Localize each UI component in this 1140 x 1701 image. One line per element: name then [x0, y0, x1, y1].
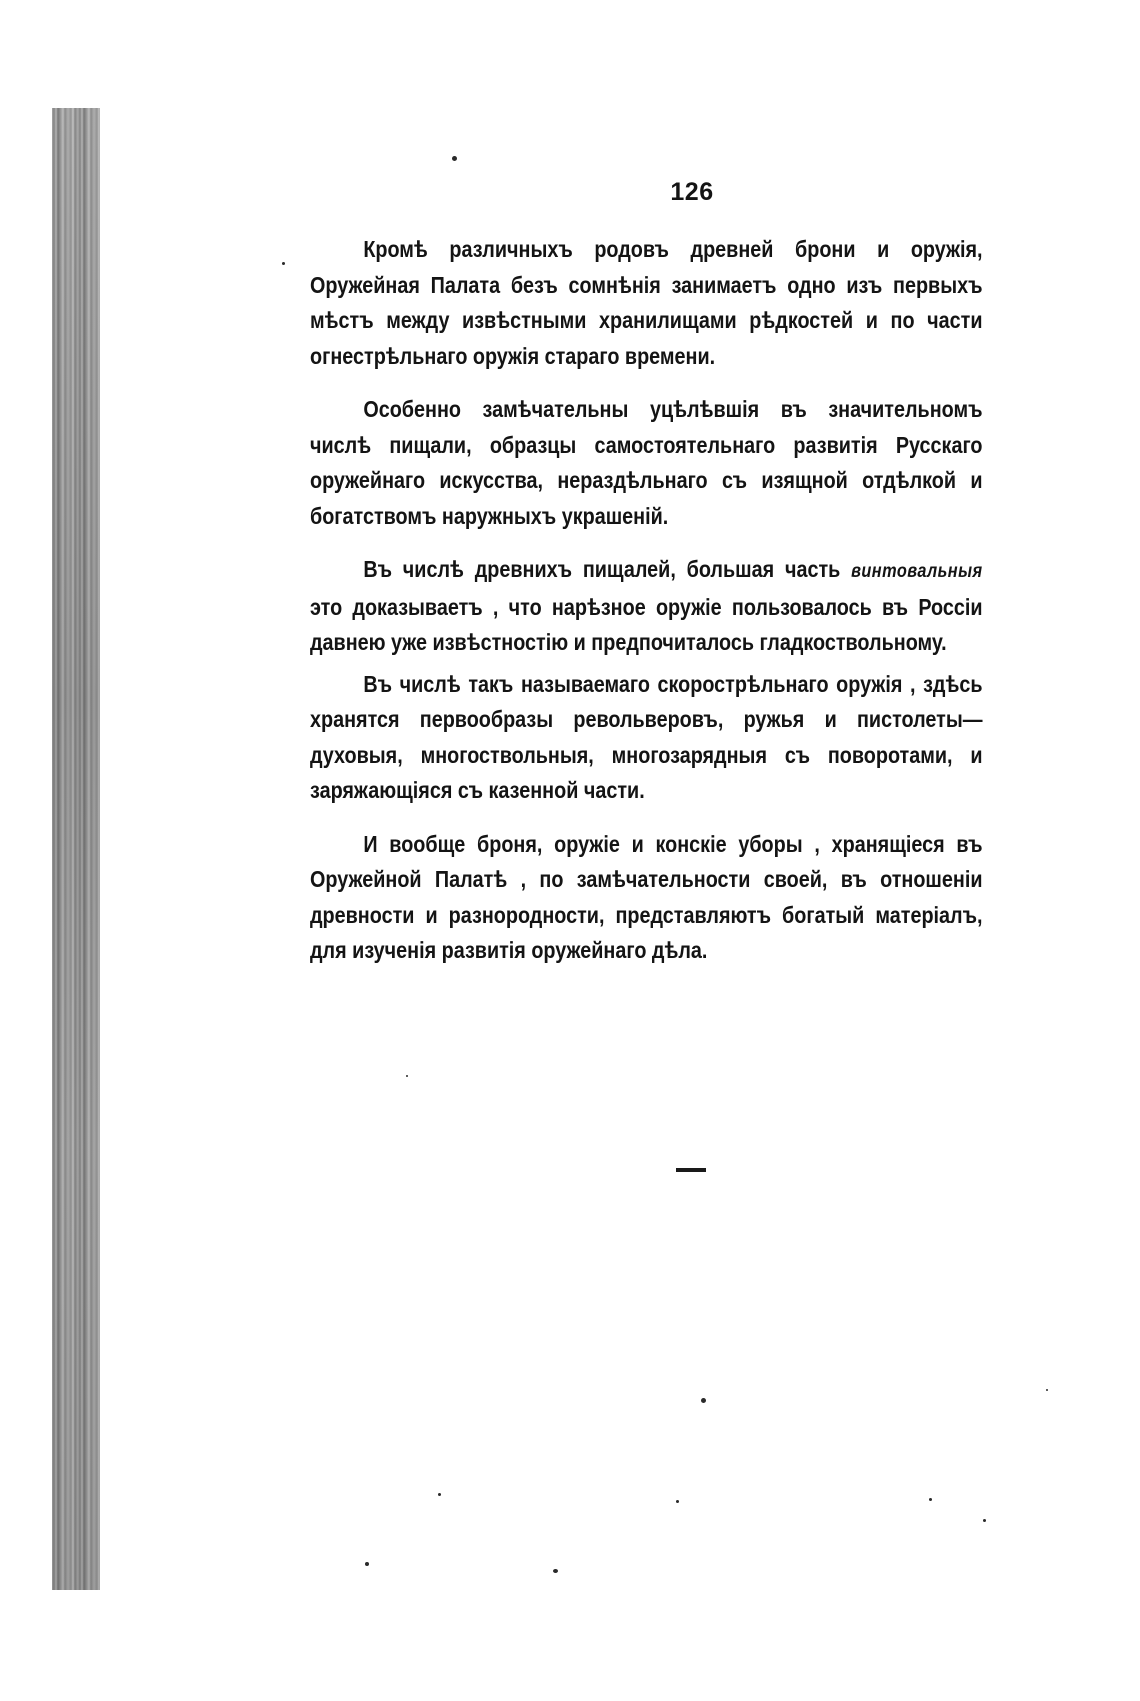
scan-speck [365, 1562, 369, 1566]
paragraph-2: Особенно замѣчательны уцѣлѣвшія въ значительномъ числѣ пищали, образцы самостоятельнаго развитія Русскаго оружейнаго искусства, нераздѣльнаго съ изящной отдѣлкой и богатствомъ наружныхъ украшеній. [310, 396, 983, 529]
scan-speck [282, 262, 285, 265]
scan-speck [929, 1498, 932, 1501]
paragraph-3-italic-word: винтовальныя [851, 561, 983, 582]
paragraph-3-start: Въ числѣ древнихъ пищалей, большая часть [363, 556, 852, 582]
scan-speck [553, 1569, 558, 1573]
scan-speck [676, 1500, 679, 1503]
paragraph-3 [310, 552, 983, 661]
page-number: 126 [670, 178, 714, 206]
body-text [310, 232, 983, 987]
paragraph-1: Кромѣ различныхъ родовъ древней брони и оружія, Оружейная Палата безъ сомнѣнія занимаетъ одно изъ первыхъ мѣстъ между извѣстными хранилищами рѣдкостей и по части огнестрѣльнаго оружія стараго времени. [310, 236, 983, 369]
paragraph-5: И вообще броня, оружіе и конскіе уборы , хранящіеся въ Оружейной Палатѣ , по замѣчательности своей, въ отношеніи древности и разнородности, представляютъ богатый матеріалъ, для изученія развитія оружейнаго дѣла. [310, 830, 983, 963]
scan-speck [406, 1075, 408, 1077]
scan-speck [701, 1398, 706, 1403]
paragraph-4: Въ числѣ такъ называемаго скорострѣльнаго оружія , здѣсь хранятся первообразы револьверовъ, ружья и пистолеты—духовыя, многоствольныя, многозарядныя съ поворотами, и заряжающіяся съ казенной части. [310, 670, 983, 803]
scan-speck [438, 1493, 441, 1496]
scan-speck [1046, 1389, 1048, 1391]
scan-speck [983, 1519, 986, 1522]
page-binding-edge [52, 108, 100, 1590]
paragraph-3-end: это доказываетъ , что нарѣзное оружіе пользовалось въ Россіи давнею уже извѣстностію и предпочиталось гладкоствольному. [310, 593, 983, 655]
scan-speck [452, 156, 457, 161]
end-mark-dash [676, 1168, 706, 1172]
